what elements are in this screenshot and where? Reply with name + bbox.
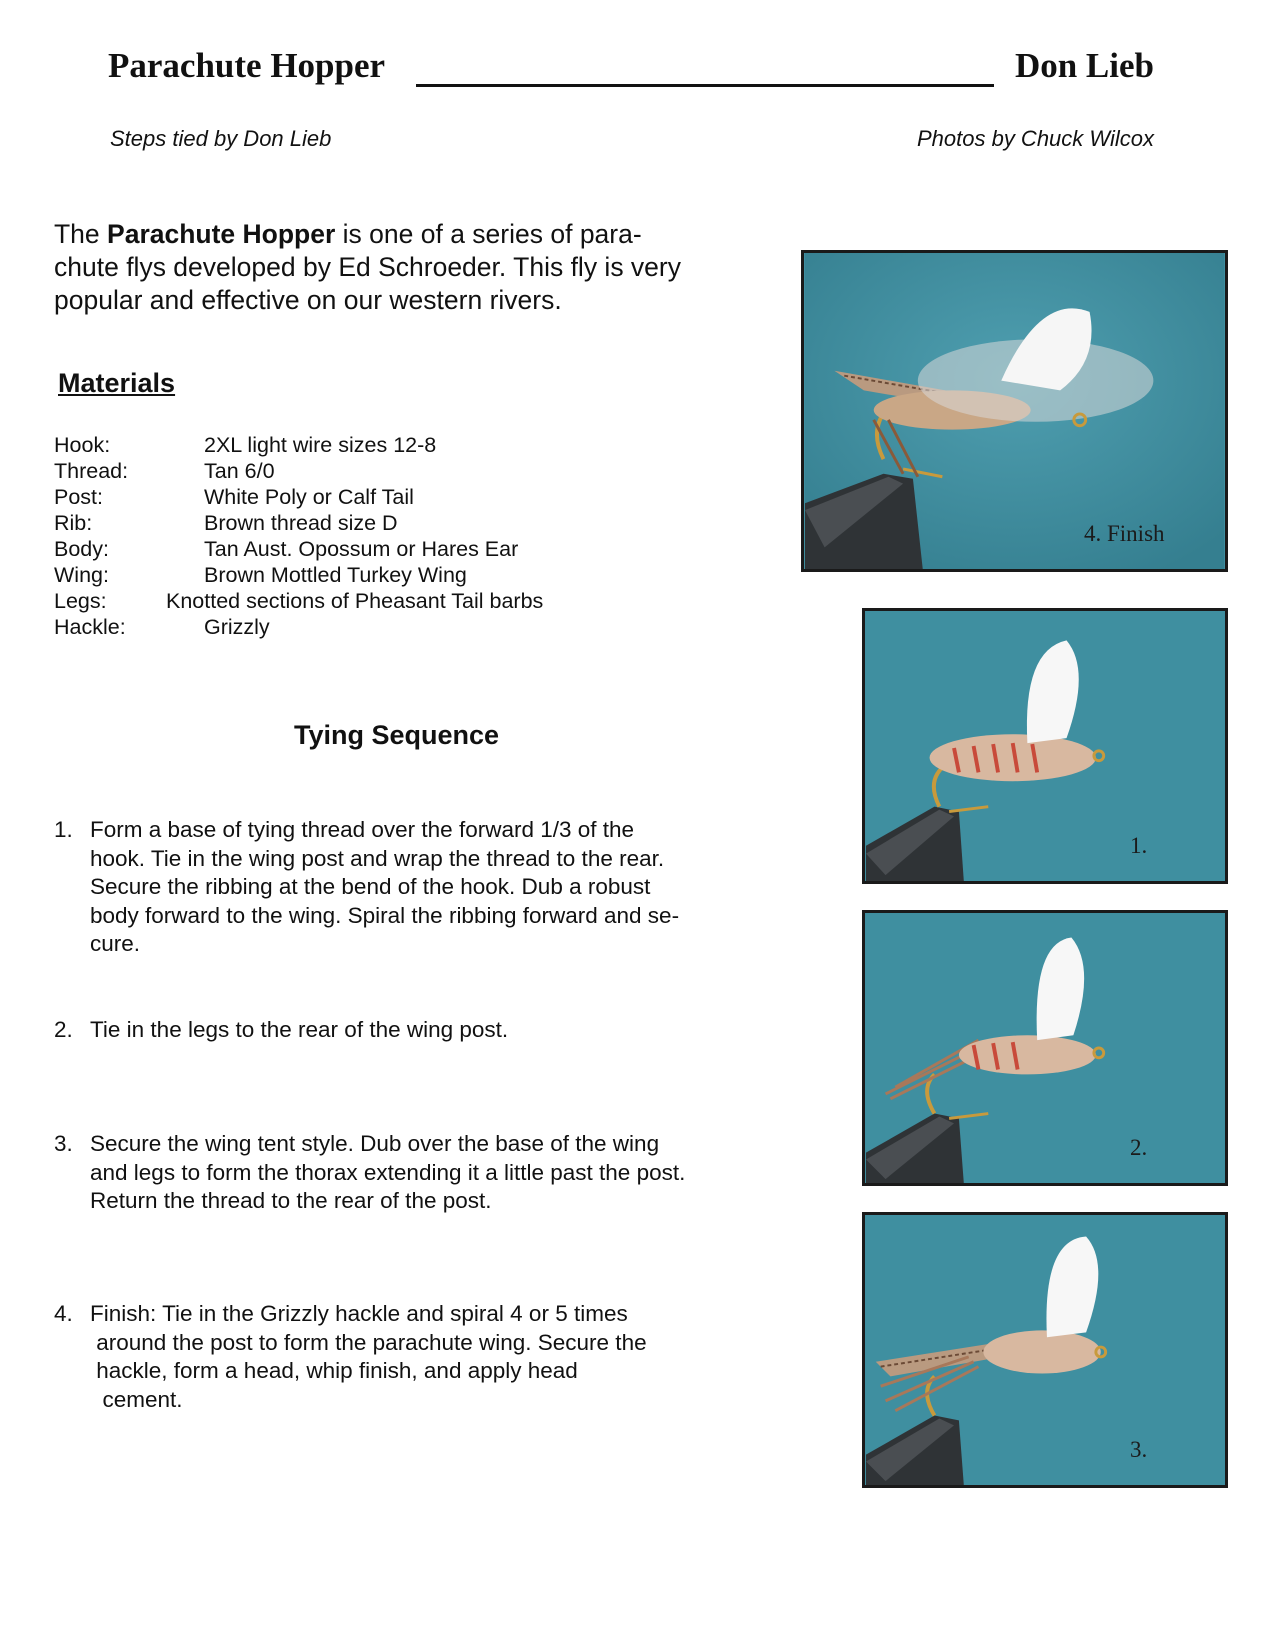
material-value: Brown thread size D [204, 511, 398, 535]
photo-finish [801, 250, 1228, 572]
material-value: Tan 6/0 [204, 459, 275, 483]
step-line: body forward to the wing. Spiral the ribbing forward and se- [90, 902, 680, 928]
tying-step [54, 816, 764, 959]
step-line: Return the thread to the rear of the post. [90, 1188, 492, 1213]
title-underline-rule [416, 84, 994, 87]
step-line: cement. [90, 1386, 183, 1412]
material-value: Grizzly [204, 615, 270, 639]
intro-line2: chute flys developed by Ed Schroeder. This fly is very [54, 252, 681, 282]
material-label: Thread: [54, 459, 129, 483]
material-label: Hook: [54, 433, 111, 457]
material-value: White Poly or Calf Tail [204, 485, 414, 509]
material-label: Wing: [54, 563, 109, 587]
fly-photo-step-3-image [865, 1215, 1225, 1485]
tied-by-credit: Steps tied by Don Lieb [110, 126, 332, 151]
step-number: 3. [54, 1131, 73, 1156]
step-line: and legs to form the thorax extending it a little past the post. [90, 1159, 686, 1185]
document-author: Don Lieb [1014, 46, 1154, 85]
photo-step-3 [862, 1212, 1228, 1488]
tying-step [54, 1130, 764, 1216]
step-line: hook. Tie in the wing post and wrap the thread to the rear. [90, 845, 665, 871]
step-number: 2. [54, 1017, 73, 1042]
material-label: Rib: [54, 511, 93, 535]
material-label: Hackle: [54, 615, 126, 639]
step-number: 4. [54, 1301, 73, 1326]
intro-line3: popular and effective on our western rivers. [54, 285, 562, 315]
photo-caption: 1. [1130, 833, 1148, 858]
title-row [108, 44, 1154, 94]
step-line: Tie in the legs to the rear of the wing post. [90, 1017, 509, 1042]
photos-by-credit: Photos by Chuck Wilcox [916, 126, 1154, 151]
intro-line1-post: is one of a series of para- [335, 219, 642, 249]
tying-step [54, 1300, 764, 1414]
step-line: Secure the wing tent style. Dub over the base of the wing [90, 1131, 660, 1156]
step-number: 1. [54, 817, 73, 842]
fly-photo-step-2-image [865, 913, 1225, 1183]
materials-heading: Materials [58, 368, 176, 398]
tying-sequence-heading: Tying Sequence [294, 720, 500, 750]
step-line: hackle, form a head, whip finish, and apply head [90, 1358, 578, 1383]
material-value: 2XL light wire sizes 12-8 [204, 433, 437, 457]
tying-step [54, 1016, 764, 1045]
photo-step-2 [862, 910, 1228, 1186]
material-value: Knotted sections of Pheasant Tail barbs [166, 589, 544, 613]
material-label: Legs: [54, 589, 107, 613]
intro-paragraph [54, 218, 754, 317]
step-line: cure. [90, 931, 141, 956]
step-line: Secure the ribbing at the bend of the hook. Dub a robust [90, 874, 651, 899]
fly-photo-step-1-image [865, 611, 1225, 881]
step-line: Form a base of tying thread over the forward 1/3 of the [90, 817, 635, 842]
material-label: Post: [54, 485, 103, 509]
material-value: Tan Aust. Opossum or Hares Ear [204, 537, 519, 561]
intro-fly-name: Parachute Hopper [107, 219, 336, 249]
intro-line1-pre: The [54, 219, 108, 249]
step-line: around the post to form the parachute wing. Secure the [90, 1329, 647, 1355]
photo-step-1 [862, 608, 1228, 884]
material-label: Body: [54, 537, 109, 561]
photo-caption: 4. Finish [1084, 521, 1165, 546]
photo-caption: 2. [1130, 1135, 1148, 1160]
step-line: Finish: Tie in the Grizzly hackle and spiral 4 or 5 times [90, 1301, 628, 1326]
material-value: Brown Mottled Turkey Wing [204, 563, 467, 587]
document-title: Parachute Hopper [108, 46, 386, 85]
photo-caption: 3. [1130, 1437, 1148, 1462]
